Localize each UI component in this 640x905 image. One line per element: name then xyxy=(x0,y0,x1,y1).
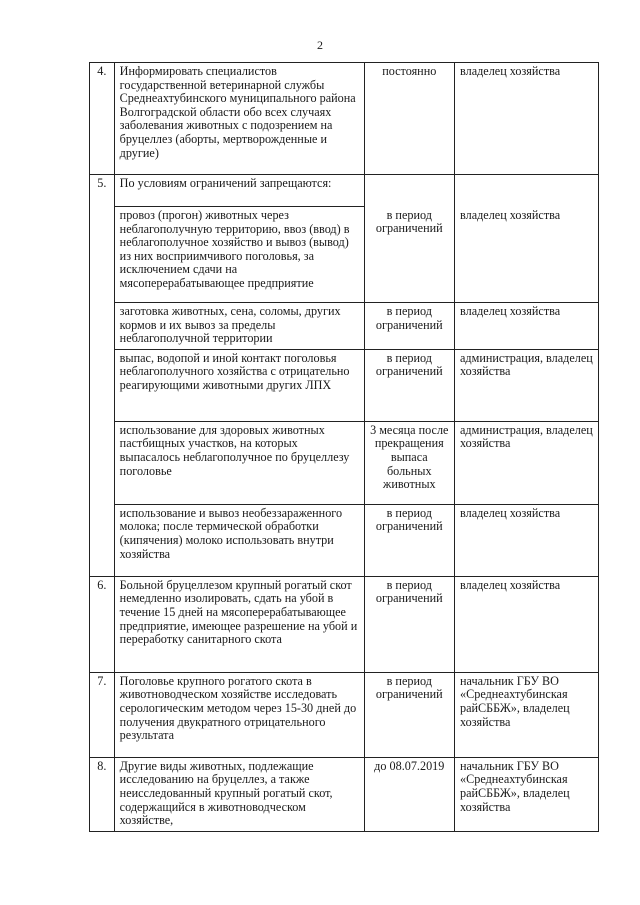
term-text: постоянно xyxy=(364,63,454,175)
table-row xyxy=(90,175,599,207)
table-row xyxy=(90,207,599,303)
term-text: в период ограничений xyxy=(364,349,454,421)
row-number: 4. xyxy=(90,63,115,175)
measure-text: использование и вывоз необеззараженного молока; после термической обработки (кипячения) молоко использовать внутри хозяйства xyxy=(114,504,364,576)
measure-text: Больной бруцеллезом крупный рогатый скот немедленно изолировать, сдать на убой в течение 15 дней на мясоперерабатывающее предприятие, имеющее разрешение на убой и переработку санитарного скота xyxy=(114,576,364,672)
table-row xyxy=(90,303,599,350)
row-number: 8. xyxy=(90,757,115,831)
measures-table xyxy=(89,62,599,832)
responsible-text: владелец хозяйства xyxy=(455,207,599,303)
row-number: 7. xyxy=(90,672,115,757)
table-row xyxy=(90,576,599,672)
table-row xyxy=(90,63,599,175)
row-number: 6. xyxy=(90,576,115,672)
term-text: в период ограничений xyxy=(364,672,454,757)
responsible-text: администрация, владелец хозяйства xyxy=(455,421,599,504)
measure-text: Информировать специалистов государственной ветеринарной службы Среднеахтубинского муниципального района Волгоградской области обо всех случаях заболевания животных с подозрением на бруцеллез (аборты, мертворожденные и другие) xyxy=(114,63,364,175)
measure-text: выпас, водопой и иной контакт поголовья неблагополучного хозяйства с отрицательно реагирующими животными других ЛПХ xyxy=(114,349,364,421)
responsible-text: владелец хозяйства xyxy=(455,63,599,175)
measure-text: Другие виды животных, подлежащие исследованию на бруцеллез, а также неисследованный крупный рогатый скот, содержащийся в животноводческом хозяйстве, xyxy=(114,757,364,831)
responsible-text: начальник ГБУ ВО «Среднеахтубинская райСББЖ», владелец хозяйства xyxy=(455,757,599,831)
term-text: в период ограничений xyxy=(364,576,454,672)
table-row xyxy=(90,672,599,757)
responsible-text: начальник ГБУ ВО «Среднеахтубинская райСББЖ», владелец хозяйства xyxy=(455,672,599,757)
table-row xyxy=(90,421,599,504)
table-row xyxy=(90,757,599,831)
measure-text: По условиям ограничений запрещаются: xyxy=(114,175,364,207)
term-text: 3 месяца после прекращения выпаса больных животных xyxy=(364,421,454,504)
measure-text: использование для здоровых животных пастбищных участков, на которых выпасалось неблагополучное по бруцеллезу поголовье xyxy=(114,421,364,504)
term-text: в период ограничений xyxy=(364,504,454,576)
responsible-text: владелец хозяйства xyxy=(455,576,599,672)
table-row xyxy=(90,504,599,576)
term-text: в период ограничений xyxy=(364,207,454,303)
measure-text: Поголовье крупного рогатого скота в животноводческом хозяйстве исследовать серологическим методом через 15-30 дней до получения двукратного отрицательного результата xyxy=(114,672,364,757)
term-text xyxy=(364,175,454,207)
responsible-text: администрация, владелец хозяйства xyxy=(455,349,599,421)
term-text: до 08.07.2019 xyxy=(364,757,454,831)
responsible-text xyxy=(455,175,599,207)
page-number: 2 xyxy=(317,38,323,52)
responsible-text: владелец хозяйства xyxy=(455,504,599,576)
measure-text: провоз (прогон) животных через неблагополучную территорию, ввоз (ввод) в неблагополучное хозяйство и вывоз (вывод) из них восприимчивого поголовья, за исключением сдачи на мясоперерабатывающее предприятие xyxy=(114,207,364,303)
row-number: 5. xyxy=(90,175,115,577)
measure-text: заготовка животных, сена, соломы, других кормов и их вывоз за пределы неблагополучной территории xyxy=(114,303,364,350)
table-row xyxy=(90,349,599,421)
term-text: в период ограничений xyxy=(364,303,454,350)
responsible-text: владелец хозяйства xyxy=(455,303,599,350)
